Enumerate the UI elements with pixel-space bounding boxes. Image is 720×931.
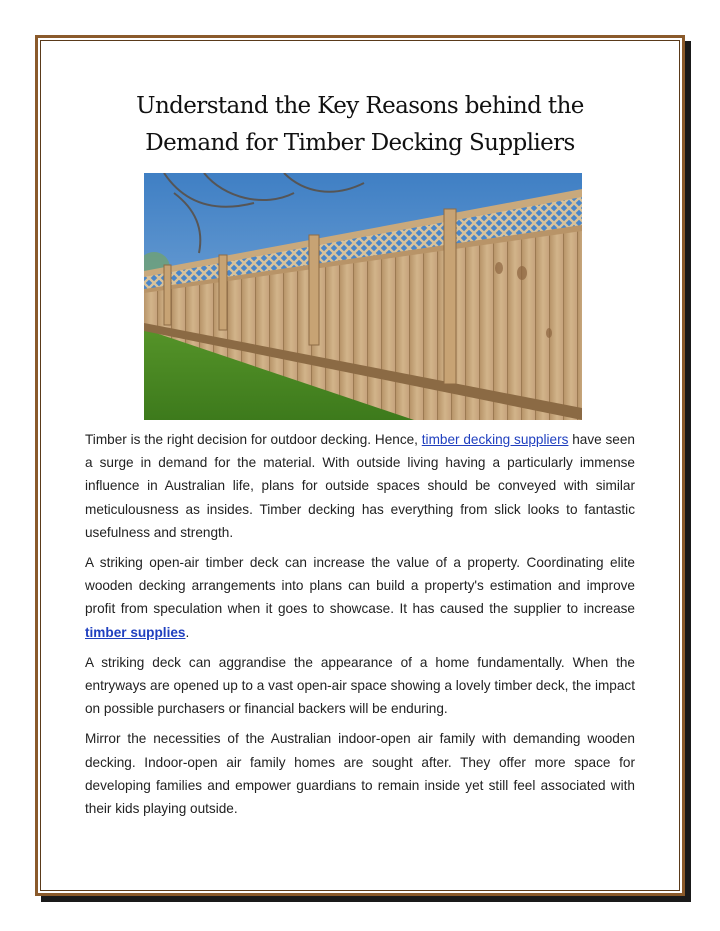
paragraph-2: A striking open-air timber deck can increase the value of a property. Coordinating elite wooden decking arrangements into plans can build a property's estimation and improve profit from speculation when it goes to showcase. It has caused the supplier to increase timber supplies.: [85, 555, 635, 640]
timber-decking-suppliers-link[interactable]: timber decking suppliers: [421, 432, 569, 447]
title-line-2: Demand for Timber Decking Suppliers: [145, 130, 575, 156]
title-line-1: Understand the Key Reasons behind the: [136, 93, 584, 119]
paragraph-1: Timber is the right decision for outdoor decking. Hence, timber decking suppliers have seen a surge in demand for the material. With outside living having a particularly immense influence in Australian life, plans for outside spaces should be conveyed with similar meticulousness as insides. Timber decking has everything from slick looks to fantastic usefulness and strength.: [85, 432, 635, 540]
page-title: [38, 88, 682, 162]
page-frame: [35, 35, 685, 896]
paragraph-4: Mirror the necessities of the Australian indoor-open air family with demanding wooden decking. Indoor-open air family homes are sought after. They offer more space for developing families and empower guardians to remain inside yet still feel associated with their kids playing outside.: [85, 731, 635, 817]
fence-photo: [144, 173, 582, 420]
article-body: [85, 428, 635, 827]
timber-supplies-link[interactable]: timber supplies: [85, 624, 186, 640]
paragraph-3: A striking deck can aggrandise the appearance of a home fundamentally. When the entryways are opened up to a vast open-air space showing a lovely timber deck, the impact on possible purchasers or financial backers will be enduring.: [85, 654, 635, 717]
